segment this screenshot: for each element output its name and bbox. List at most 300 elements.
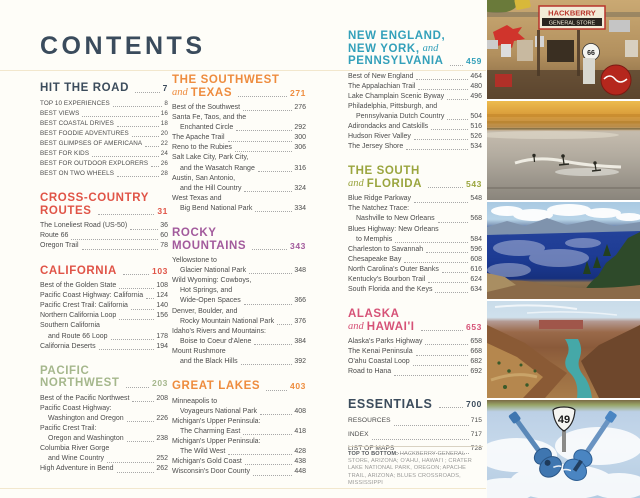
entry-page-number: 516 (470, 122, 482, 130)
entry-label: Denver, Boulder, and (172, 307, 238, 315)
dotted-leader (260, 414, 292, 415)
toc-entry (40, 241, 168, 251)
dotted-leader (277, 324, 292, 325)
dotted-leader (228, 454, 292, 455)
entry-label: Santa Fe, Taos, and the (172, 114, 247, 122)
section-heading (348, 30, 482, 68)
toc-column-2 (172, 74, 306, 490)
dotted-leader (395, 242, 468, 243)
heading-text: HAWAI'I (366, 320, 415, 333)
entry-page-number: 715 (470, 417, 482, 425)
entry-label: and the Black Hills (180, 357, 238, 365)
section-page-number: 403 (290, 381, 306, 392)
entry-label: Hot Springs, and (180, 287, 233, 295)
entry-page-number: 448 (294, 468, 306, 476)
entry-page-number: 504 (470, 112, 482, 120)
heading-text: NORTHWEST (40, 377, 120, 390)
photo-caption (348, 446, 483, 487)
entry-label: and Route 66 Loop (48, 332, 108, 340)
dotted-leader (151, 166, 159, 167)
toc-entry (172, 307, 306, 327)
entry-page-number: 16 (160, 109, 168, 117)
entry-label: The Charming East (180, 427, 241, 435)
entry-page-number: 8 (164, 99, 168, 107)
caption-divider (348, 446, 483, 447)
toc-entry (172, 143, 306, 153)
dotted-leader (228, 141, 293, 142)
entry-page-number: 728 (470, 445, 482, 453)
entry-page-number: 140 (156, 302, 168, 310)
section-page-number: 543 (466, 178, 482, 189)
entry-label: South Florida and the Keys (348, 286, 433, 294)
dotted-leader (258, 171, 292, 172)
dotted-leader (71, 239, 158, 240)
entry-label: Philadelphia, Pittsburgh, and (348, 102, 438, 110)
entry-page-number: 428 (294, 448, 306, 456)
entry-page-number: 376 (294, 317, 306, 325)
toc-entry (40, 281, 168, 291)
toc-entry (348, 225, 482, 245)
section-heading (172, 227, 306, 252)
dotted-leader (244, 191, 292, 192)
toc-section-cross-country-routes (40, 192, 168, 251)
entry-label: Best of New England (348, 72, 414, 80)
dotted-leader (442, 272, 468, 273)
entry-label: Michigan's Upper Peninsula: (172, 437, 261, 445)
heading-text: FLORIDA (366, 177, 423, 190)
entry-page-number: 334 (294, 204, 306, 212)
toc-entry (172, 153, 306, 173)
toc-entry (348, 255, 482, 265)
entry-page-number: 408 (294, 407, 306, 415)
entry-label: Kentucky's Bourbon Trail (348, 276, 426, 283)
heading-text: ROCKY (172, 227, 217, 240)
photo-apache-trail (487, 301, 640, 398)
entry-label: Chesapeake Bay (348, 255, 402, 263)
heading-text: THE SOUTHWEST (172, 74, 280, 86)
toc-entry (348, 82, 482, 92)
entry-label: Southern California (40, 322, 100, 330)
entry-page-number: 306 (294, 144, 306, 152)
hackberry-illustration (487, 0, 640, 99)
dotted-leader (426, 252, 468, 253)
toc-entry (348, 367, 482, 377)
toc-entry (40, 444, 168, 464)
dotted-leader (244, 304, 293, 305)
dotted-leader (236, 130, 292, 131)
entry-page-number: 717 (470, 431, 482, 439)
entry-label: Adirondacks and Catskills (348, 122, 429, 130)
toc-entry (348, 245, 482, 255)
entry-page-number: 300 (294, 134, 306, 142)
toc-section-new-england-new-york-pennsylvania (348, 30, 482, 152)
entry-page-number: 624 (470, 276, 482, 283)
entry-label: BEST GLIMPSES OF AMERICANA (40, 139, 143, 147)
dotted-leader (252, 249, 287, 250)
entry-page-number: 208 (156, 394, 168, 402)
dotted-leader (404, 262, 468, 263)
entry-page-number: 20 (160, 129, 168, 137)
dotted-leader (127, 441, 155, 442)
dotted-leader (249, 273, 292, 274)
entry-page-number: 384 (294, 337, 306, 345)
toc-section-pacific-northwest (40, 365, 168, 475)
toc-entry (172, 103, 306, 113)
entry-page-number: 568 (470, 215, 482, 223)
toc-section-california (40, 265, 168, 352)
dotted-leader (145, 146, 159, 147)
dotted-leader (235, 151, 292, 152)
entry-label: Oregon and Washington (48, 435, 124, 443)
dotted-leader (132, 136, 159, 137)
dotted-leader (111, 339, 155, 340)
entry-label: and the Hill Country (180, 184, 242, 192)
dotted-leader (243, 110, 292, 111)
heading-text: PACIFIC (40, 364, 90, 377)
apache-trail-illustration (487, 301, 640, 398)
entry-page-number: 596 (470, 245, 482, 253)
dotted-leader (421, 330, 463, 331)
dotted-leader (414, 139, 468, 140)
entry-page-number: 28 (160, 170, 168, 178)
dotted-leader (438, 222, 469, 223)
heading-and-word: and (172, 86, 188, 98)
entry-label: Columbia River Gorge (40, 445, 110, 453)
dotted-leader (99, 349, 155, 350)
entry-label: BEST ON TWO WHEELS (40, 170, 114, 178)
toc-entry (40, 301, 168, 311)
toc-entry (348, 142, 482, 152)
toc-entry (40, 169, 168, 179)
dotted-leader (394, 375, 468, 376)
toc-section-south-florida (348, 165, 482, 295)
dotted-leader (117, 176, 159, 177)
entry-page-number: 584 (470, 235, 482, 243)
toc-entry (40, 404, 168, 424)
page-title: CONTENTS (40, 32, 206, 60)
toc-column-3 (348, 30, 482, 469)
section-heading (348, 165, 482, 190)
toc-entry (40, 159, 168, 169)
toc-entry (40, 342, 168, 352)
dotted-leader (439, 407, 464, 408)
dotted-leader (132, 401, 154, 402)
entry-label: BEST VIEWS (40, 109, 80, 117)
section-heading (348, 308, 482, 333)
dotted-leader (92, 156, 159, 157)
entry-page-number: 418 (294, 427, 306, 435)
entry-page-number: 36 (160, 222, 168, 230)
dotted-leader (435, 292, 468, 293)
dotted-leader (117, 472, 155, 473)
dotted-leader (107, 462, 154, 463)
dotted-leader (126, 387, 150, 388)
section-page-number: 31 (157, 205, 168, 216)
toc-entry (172, 437, 306, 457)
entry-label: Voyageurs National Park (180, 407, 258, 415)
entry-label: TOP 10 EXPERIENCES (40, 99, 110, 107)
entry-page-number: 464 (470, 72, 482, 80)
toc-entry (40, 464, 168, 474)
heading-text: NEW YORK, (348, 42, 420, 55)
entry-page-number: 194 (156, 342, 168, 350)
section-page-number: 459 (466, 56, 482, 66)
dotted-leader (254, 344, 292, 345)
entry-label: Best of the Southwest (172, 104, 241, 111)
dotted-leader (416, 355, 469, 356)
dotted-leader (255, 211, 292, 212)
heading-and-word: and (422, 42, 439, 54)
entry-page-number: 366 (294, 297, 306, 305)
entry-page-number: 238 (156, 435, 168, 443)
dotted-leader (135, 92, 160, 93)
toc-entry (40, 109, 168, 119)
route-66-number: 66 (587, 50, 595, 57)
photo-oahu-surfers (487, 101, 640, 200)
entry-page-number: 276 (294, 104, 306, 111)
entry-label: Wisconsin's Door County (172, 468, 250, 476)
entry-label: Road to Hana (348, 368, 392, 376)
toc-entry (40, 311, 168, 321)
entry-label: Glacier National Park (180, 267, 247, 275)
dotted-leader (406, 149, 468, 150)
toc-entry (348, 92, 482, 102)
dotted-leader (428, 187, 463, 188)
toc-entry (40, 221, 168, 231)
entry-label: Salt Lake City, Park City, (172, 154, 249, 162)
entry-page-number: 682 (470, 358, 482, 366)
dotted-leader (245, 464, 293, 465)
entry-label: and the Wasatch Range (180, 164, 255, 172)
dotted-leader (241, 364, 293, 365)
dotted-leader (447, 99, 468, 100)
toc-entry (172, 133, 306, 143)
dotted-leader (372, 439, 469, 440)
entry-label: The Kenai Peninsula (348, 348, 413, 356)
dotted-leader (431, 129, 468, 130)
toc-entry (172, 347, 306, 367)
section-heading (40, 192, 168, 217)
entry-page-number: 226 (156, 414, 168, 422)
entry-label: California Deserts (40, 342, 96, 350)
entry-label: Boise to Coeur d'Alene (180, 337, 252, 345)
entry-label: Pacific Crest Trail: California (40, 302, 128, 310)
store-sign-subtitle: GENERAL STORE (548, 20, 596, 27)
heading-and-word: and (348, 177, 364, 189)
dotted-leader (243, 434, 292, 435)
oahu-illustration (487, 101, 640, 200)
toc-entry (40, 394, 168, 404)
dotted-leader (447, 119, 468, 120)
toc-section-southwest-texas (172, 74, 306, 214)
dotted-leader (123, 274, 149, 275)
toc-entry (348, 285, 482, 295)
entry-page-number: 658 (470, 338, 482, 346)
entry-label: Mount Rushmore (172, 347, 226, 355)
dotted-leader (130, 229, 158, 230)
dotted-leader (418, 89, 468, 90)
section-heading (40, 365, 168, 390)
caption-text (348, 451, 483, 487)
entry-label: The Apache Trail (172, 134, 225, 142)
entry-label: Best of the Pacific Northwest (40, 394, 130, 402)
entry-label: Reno to the Rubies (172, 144, 232, 152)
entry-label: BEST FOR KIDS (40, 149, 90, 157)
entry-page-number: 496 (470, 92, 482, 100)
section-page-number: 103 (152, 265, 168, 276)
toc-entry (348, 132, 482, 142)
heading-and-word: and (348, 320, 364, 332)
heading-text: CALIFORNIA (40, 264, 117, 277)
entry-label: Northern California Loop (40, 312, 117, 320)
toc-entry (348, 102, 482, 122)
heading-text: ROUTES (40, 204, 92, 217)
entry-page-number: 392 (294, 357, 306, 365)
section-page-number: 343 (290, 240, 306, 251)
toc-entry (348, 428, 482, 442)
heading-text: TEXAS (190, 86, 233, 99)
toc-entry (348, 275, 482, 285)
section-page-number: 653 (466, 321, 482, 332)
entry-page-number: 526 (470, 133, 482, 141)
toc-entry (172, 194, 306, 214)
photo-hackberry-general-store (487, 0, 640, 99)
entry-label: Yellowstone to (172, 257, 217, 265)
toc-entry (172, 417, 306, 437)
entry-label: Michigan's Gold Coast (172, 458, 242, 466)
toc-section-rocky-mountains (172, 227, 306, 367)
entry-label: The Natchez Trace: (348, 205, 410, 213)
entry-page-number: 316 (294, 164, 306, 172)
entry-label: Austin, San Antonio, (172, 174, 236, 182)
toc-entry (348, 204, 482, 224)
entry-label: Pacific Coast Highway: California (40, 292, 144, 300)
toc-entry (172, 174, 306, 194)
dotted-leader (127, 421, 155, 422)
toc-entry (40, 291, 168, 301)
toc-entry (172, 327, 306, 347)
toc-section-great-lakes (172, 380, 306, 477)
caption-prefix: TOP TO BOTTOM: (348, 451, 399, 457)
section-page-number: 203 (152, 378, 168, 389)
toc-entry (348, 357, 482, 367)
toc-entry (40, 99, 168, 109)
entry-page-number: 22 (160, 139, 168, 147)
entry-label: LIST OF MAPS (348, 445, 395, 453)
entry-label: Pacific Coast Highway: (40, 404, 112, 412)
toc-entry (172, 457, 306, 467)
dotted-leader (253, 475, 292, 476)
toc-entry (40, 321, 168, 341)
dotted-leader (238, 96, 287, 97)
toc-entry (348, 337, 482, 347)
entry-label: Wide-Open Spaces (180, 297, 241, 305)
section-page-number: 271 (290, 87, 306, 98)
toc-entry (172, 256, 306, 276)
toc-entry (40, 231, 168, 241)
dotted-leader (131, 309, 154, 310)
heading-text: ALASKA (348, 308, 400, 321)
highway-49-number: 49 (557, 414, 571, 426)
section-heading (40, 265, 168, 278)
dotted-leader (394, 425, 469, 426)
entry-page-number: 548 (470, 195, 482, 203)
entry-page-number: 616 (470, 265, 482, 273)
entry-page-number: 668 (470, 348, 482, 356)
dotted-leader (119, 288, 154, 289)
entry-label: North Carolina's Outer Banks (348, 265, 439, 273)
entry-page-number: 178 (156, 332, 168, 340)
dotted-leader (98, 214, 155, 215)
toc-entry (172, 113, 306, 133)
entry-page-number: 262 (156, 465, 168, 473)
toc-entry (172, 397, 306, 417)
heading-text: GREAT LAKES (172, 380, 261, 393)
dotted-leader (428, 282, 468, 283)
entry-label: Alaska's Parks Highway (348, 338, 423, 346)
crater-lake-illustration (487, 202, 640, 299)
entry-label: Big Bend National Park (180, 204, 253, 212)
entry-page-number: 608 (470, 255, 482, 263)
entry-page-number: 252 (156, 455, 168, 463)
entry-label: Oregon Trail (40, 242, 79, 250)
dotted-leader (113, 106, 163, 107)
entry-label: to Memphis (356, 235, 393, 243)
entry-label: O'ahu Coastal Loop (348, 358, 410, 366)
entry-label: Hudson River Valley (348, 133, 411, 141)
toc-entry (348, 122, 482, 132)
entry-label: and Wine Country (48, 455, 105, 463)
entry-label: The Jersey Shore (348, 143, 404, 151)
toc-entry (172, 276, 306, 306)
toc-entry (40, 139, 168, 149)
entry-page-number: 18 (160, 119, 168, 127)
heading-text: HIT THE ROAD (40, 82, 129, 94)
entry-label: Pennsylvania Dutch Country (356, 112, 445, 120)
entry-page-number: 480 (470, 82, 482, 90)
clouds (491, 204, 640, 221)
heading-text: CROSS-COUNTRY (40, 192, 149, 205)
toc-section-hit-the-road (40, 82, 168, 179)
entry-page-number: 124 (156, 292, 168, 300)
entry-page-number: 24 (160, 149, 168, 157)
entry-page-number: 324 (294, 184, 306, 192)
entry-label: West Texas and (172, 194, 222, 202)
entry-page-number: 108 (156, 282, 168, 290)
entry-label: The Wild West (180, 448, 226, 456)
entry-label: Best of the Golden State (40, 282, 117, 290)
section-page-number: 7 (162, 83, 168, 93)
dotted-leader (416, 79, 468, 80)
entry-label: Blues Highway: New Orleans (348, 225, 439, 233)
entry-label: Enchanted Circle (180, 124, 234, 132)
dotted-leader (266, 390, 287, 391)
entry-label: Idaho's Rivers and Mountains: (172, 327, 266, 335)
toc-section-alaska-hawaii (348, 308, 482, 377)
dotted-leader (413, 365, 469, 366)
entry-label: Charleston to Savannah (348, 245, 424, 253)
entry-page-number: 438 (294, 458, 306, 466)
entry-label: BEST FOR OUTDOOR EXPLORERS (40, 160, 149, 168)
dotted-leader (425, 344, 468, 345)
section-heading (40, 82, 168, 95)
entry-page-number: 60 (160, 232, 168, 240)
entry-page-number: 634 (470, 286, 482, 294)
dotted-leader (119, 319, 154, 320)
heading-text: THE SOUTH (348, 165, 420, 178)
heading-text: ESSENTIALS (348, 396, 433, 411)
section-page-number: 700 (466, 398, 482, 409)
